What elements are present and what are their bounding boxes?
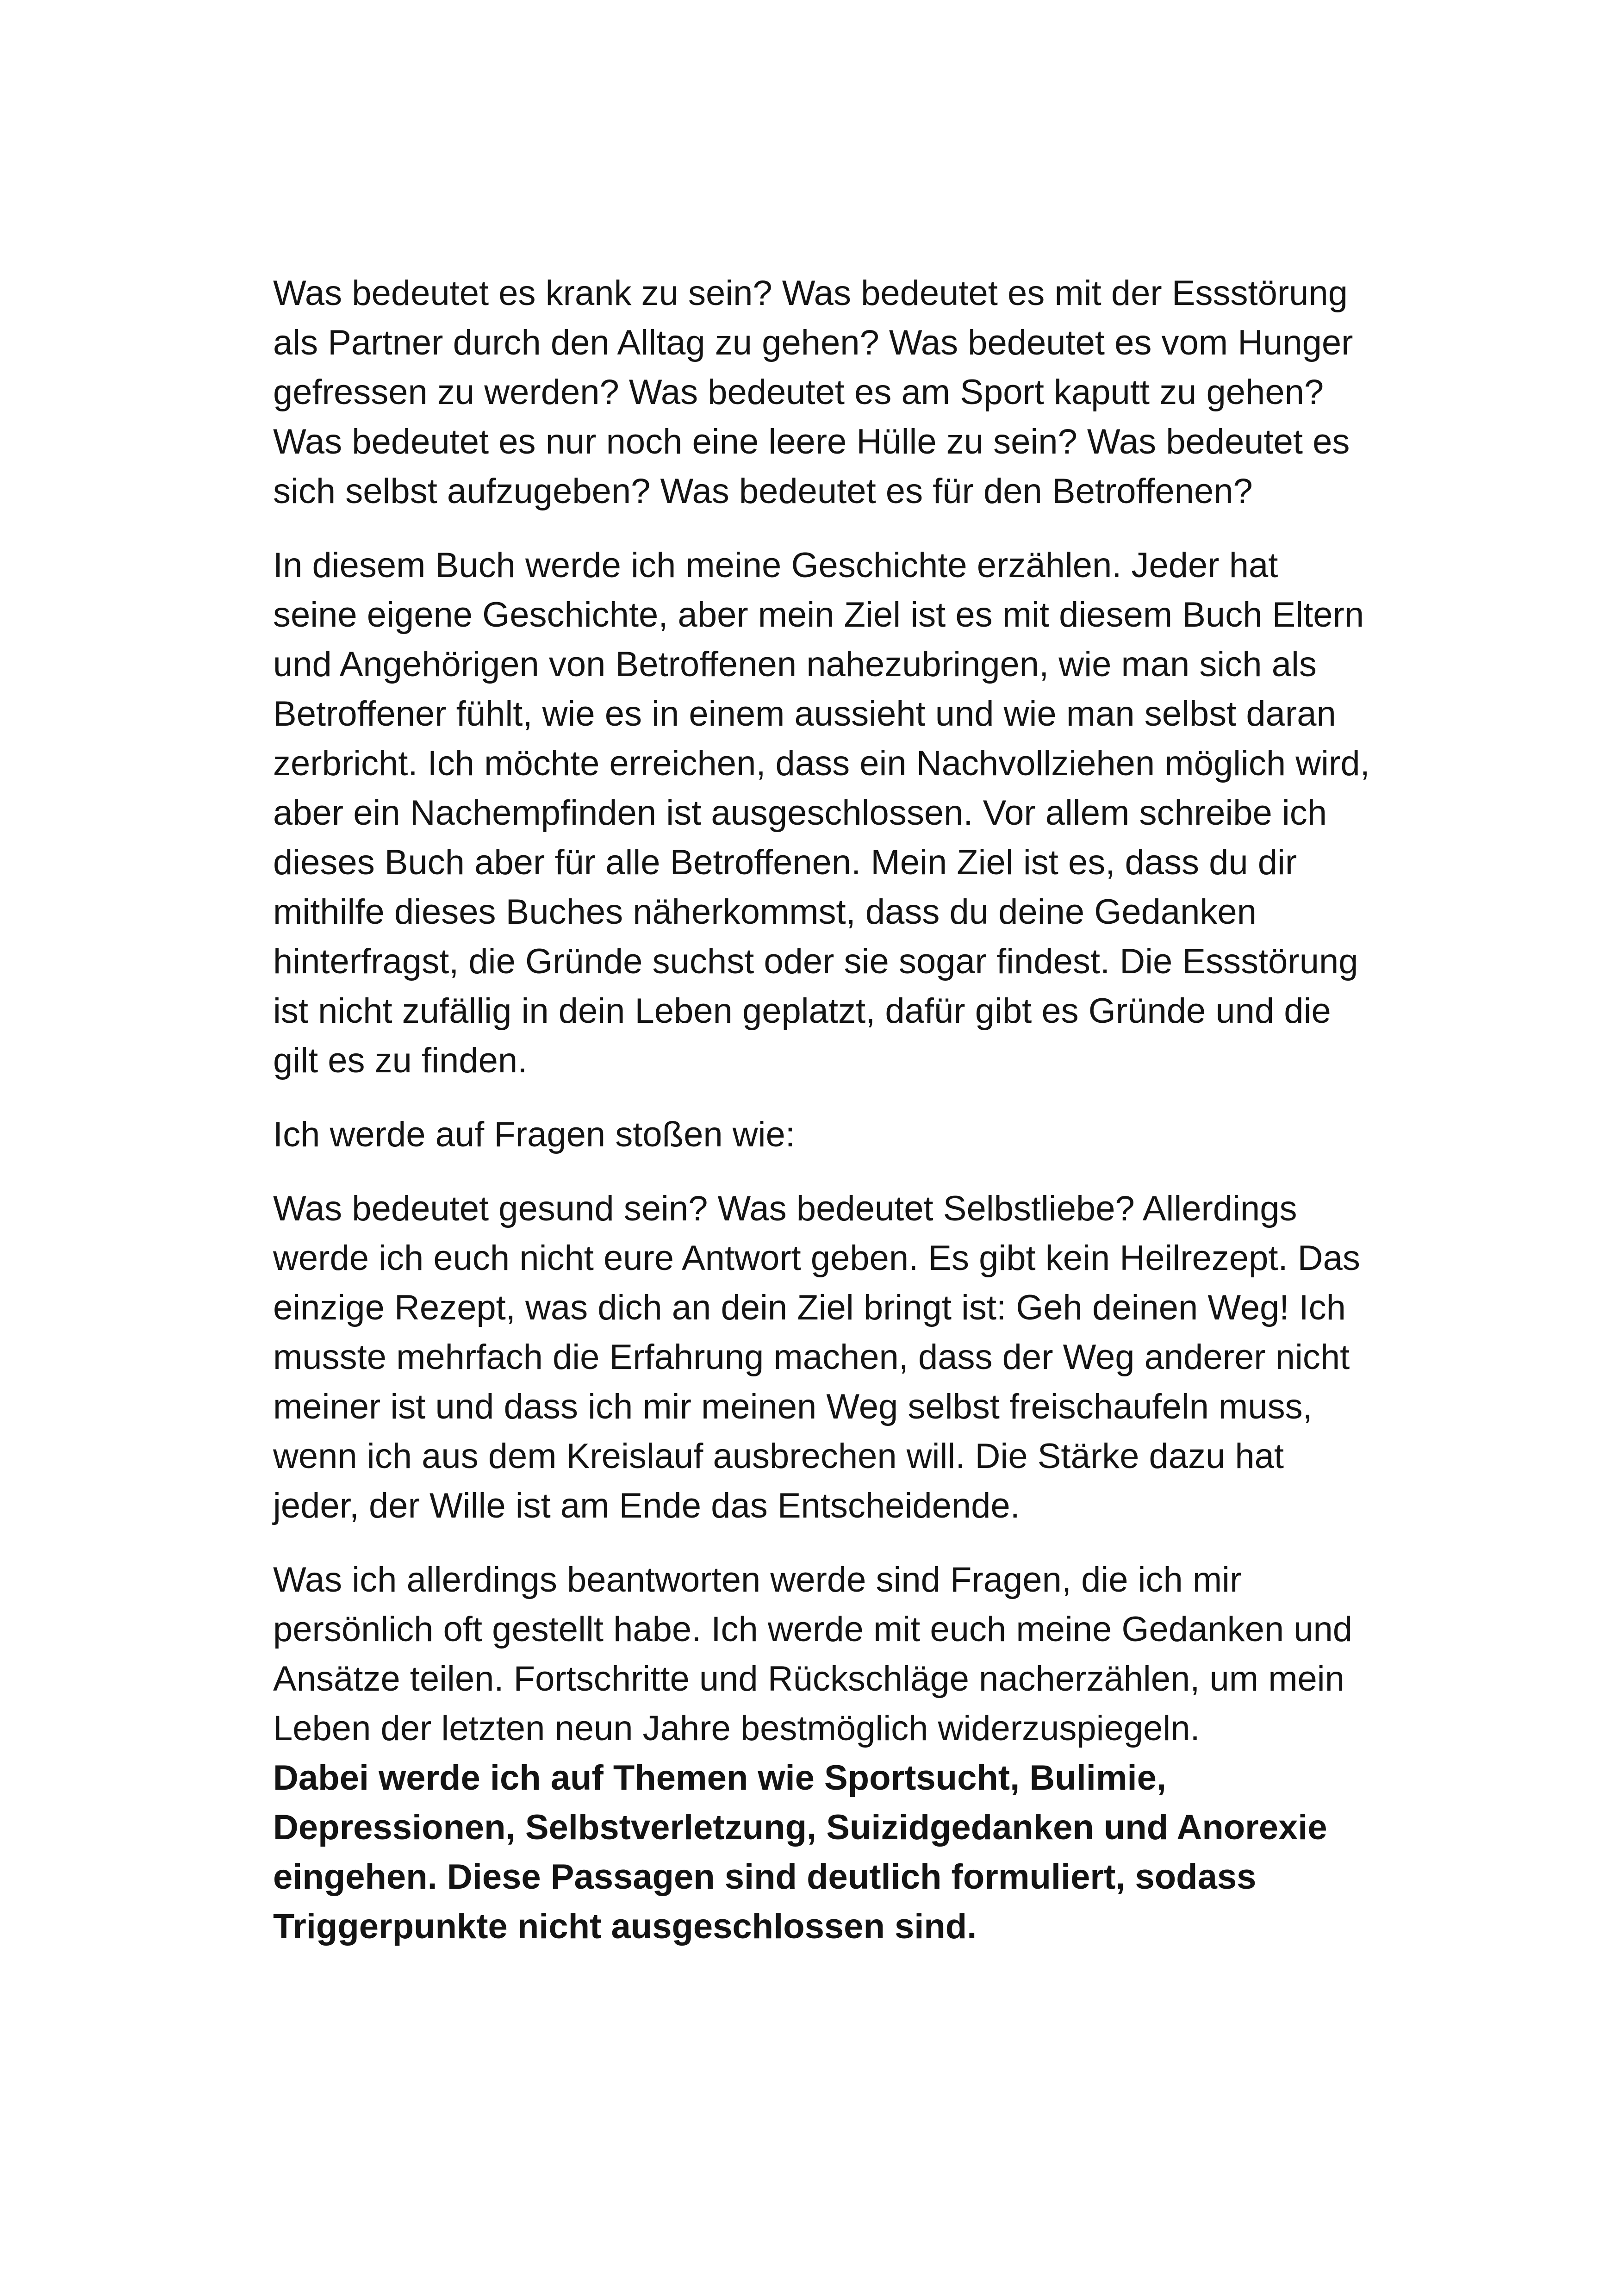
paragraph-sharing: Was ich allerdings beantworten werde sind Fragen, die ich mir persönlich oft gestellt habe. Ich werde mit euch meine Gedanken und Ansätze teilen. Fortschritte und Rückschläge nacherzählen, um mein Leben der letzten neun Jahre bestmöglich widerzuspiegeln.: [273, 1560, 1353, 1748]
body-text: [273, 268, 1370, 1976]
paragraph-book-intent: In diesem Buch werde ich meine Geschichte erzählen. Jeder hat seine eigene Geschichte, aber mein Ziel ist es mit diesem Buch Eltern und Angehörigen von Betroffenen nahezubringen, wie man sich als Betroffener fühlt, wie es in einem aussieht und wie man selbst daran zerbricht. Ich möchte erreichen, dass ein Nachvollziehen möglich wird, aber ein Nachempfinden ist ausgeschlossen. Vor allem schreibe ich dieses Buch aber für alle Betroffenen. Mein Ziel ist es, dass du dir mithilfe dieses Buches näherkommst, dass du deine Gedanken hinterfragst, die Gründe suchst oder sie sogar findest. Die Essstörung ist nicht zufällig in dein Leben geplatzt, dafür gibt es Gründe und die gilt es zu finden.: [273, 546, 1370, 1080]
paragraph-questions: Was bedeutet es krank zu sein? Was bedeutet es mit der Essstörung als Partner durch den Alltag zu gehen? Was bedeutet es vom Hunger gefressen zu werden? Was bedeutet es am Sport kaputt zu gehen? Was bedeutet es nur noch eine leere Hülle zu sein? Was bedeutet es sich selbst aufzugeben? Was bedeutet es für den Betroffenen?: [273, 274, 1353, 511]
paragraph-no-cure: Was bedeutet gesund sein? Was bedeutet Selbstliebe? Allerdings werde ich euch nicht eure Antwort geben. Es gibt kein Heilrezept. Das einzige Rezept, was dich an dein Ziel bringt ist: Geh deinen Weg! Ich musste mehrfach die Erfahrung machen, dass der Weg anderer nicht meiner ist und dass ich mir meinen Weg selbst freischaufeln muss, wenn ich aus dem Kreislauf ausbrechen will. Die Stärke dazu hat jeder, der Wille ist am Ende das Entscheidende.: [273, 1189, 1360, 1525]
paragraph-questions-lead: Ich werde auf Fragen stoßen wie:: [273, 1115, 795, 1154]
trigger-warning: Dabei werde ich auf Themen wie Sportsucht, Bulimie, Depressionen, Selbstverletzung, Suizidgedanken und Anorexie eingehen. Diese Passagen sind deutlich formuliert, sodass Triggerpunkte nicht ausgeschlossen sind.: [273, 1758, 1327, 1946]
